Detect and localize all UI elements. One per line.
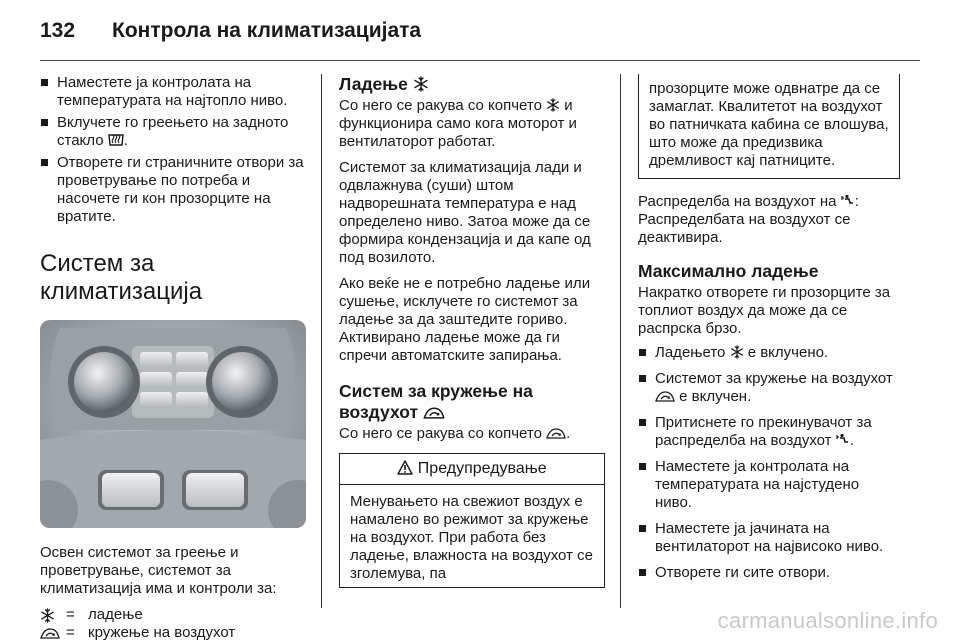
page-number: 132: [40, 19, 76, 42]
recirculation-icon: [655, 389, 675, 403]
watermark: carmanualsonline.info: [717, 608, 938, 633]
section-title: Систем за климатизација: [40, 250, 203, 305]
list-item: Вклучете го греењето на задното стакло .: [40, 114, 306, 150]
bullet-square-icon: [41, 79, 48, 86]
warning-body: Менувањето на свежиот воздух е намалено во режимот за кружење на воздухот. При работа без ладење, влажноста на воздухот се зголемува, па: [350, 493, 593, 582]
recirculation-paragraph: Со него се ракува со копчето .: [339, 425, 571, 442]
column-3: [638, 0, 900, 586]
snowflake-icon: [413, 76, 429, 92]
list-item: Наместете ја контролата на температурата на најтопло ниво.: [40, 74, 306, 110]
warning-triangle-icon: [397, 460, 413, 475]
list-item: Отворете ги сите отвори.: [638, 564, 900, 582]
max-cooling-intro: Накратко отворете ги прозорците за топлиот воздух да може да се распрска брзо.: [638, 284, 891, 337]
cooling-paragraph-3: Ако веќе не е потребно ладење или сушење, исклучете го системот за ладење за да заштедите гориво. Активирано ладење може да ги спречи автоматските запирања.: [339, 275, 591, 364]
column-divider-2: [620, 74, 621, 608]
column-2: [339, 74, 605, 588]
bullet-square-icon: [639, 569, 646, 576]
page-title: Контрола на климатизацијата: [112, 19, 422, 42]
list-item: Ладењето е вклучено.: [638, 344, 900, 362]
cooling-paragraph-2: Системот за климатизација лади и одвлажнува (суши) штом надворешната температура е над определено ниво. Затоа може да се формира кондензација и да капе од под возилото.: [339, 159, 591, 266]
recirculation-icon: [546, 426, 566, 440]
warning-box: [339, 453, 605, 588]
bullet-square-icon: [639, 463, 646, 470]
air-distribution-icon: [841, 194, 855, 208]
legend-row: = кружење на воздухот: [40, 624, 306, 642]
list-item: Притиснете го прекинувачот за распределба на воздухот .: [638, 414, 900, 450]
recirculation-icon: [423, 405, 445, 420]
warning-box-continued: прозорците може одвнатре да се замаглат. Квалитетот на воздухот во патничката кабина се влошува, што може да предизвика дремливост кај патниците.: [638, 74, 900, 179]
bullet-square-icon: [639, 349, 646, 356]
snowflake-icon: [40, 608, 55, 623]
bullet-square-icon: [639, 375, 646, 382]
legend-row: = ладење: [40, 606, 306, 624]
column-divider-1: [321, 74, 322, 608]
bullet-square-icon: [639, 525, 646, 532]
distribution-paragraph: Распределба на воздухот на : Распределбата на воздухот се деактивира.: [638, 193, 859, 246]
warning-header: Предупредување: [340, 454, 604, 485]
recirculation-heading: Систем за кружење на воздухот: [339, 381, 533, 422]
intro-paragraph: Освен системот за греење и проветрување, системот за климатизација има и контроли за:: [40, 544, 277, 597]
cooling-paragraph-1: Со него се ракува со копчето и функционира само кога моторот и вентилаторот работат.: [339, 97, 577, 150]
max-cooling-heading: Максимално ладење: [638, 261, 819, 281]
list-item: Наместете ја јачината на вентилаторот на највисоко ниво.: [638, 520, 900, 556]
climate-control-panel-photo: [40, 320, 306, 528]
snowflake-icon: [730, 345, 744, 359]
bullet-square-icon: [41, 119, 48, 126]
page-header: [40, 14, 421, 48]
column-1: [40, 74, 306, 642]
list-item: Наместете ја контролата на температурата на најстудено ниво.: [638, 458, 900, 512]
snowflake-icon: [546, 98, 560, 112]
recirculation-icon: [40, 626, 60, 640]
air-distribution-icon: [836, 433, 850, 447]
list-item: Отворете ги страничните отвори за проветрување по потреба и насочете ги кон прозорците на вратите.: [40, 154, 306, 226]
list-item: Системот за кружење на воздухот е вклучен.: [638, 370, 900, 406]
bullet-square-icon: [41, 159, 48, 166]
rear-window-heat-icon: [108, 133, 124, 147]
bullet-square-icon: [639, 419, 646, 426]
cooling-heading: Ладење: [339, 74, 605, 95]
